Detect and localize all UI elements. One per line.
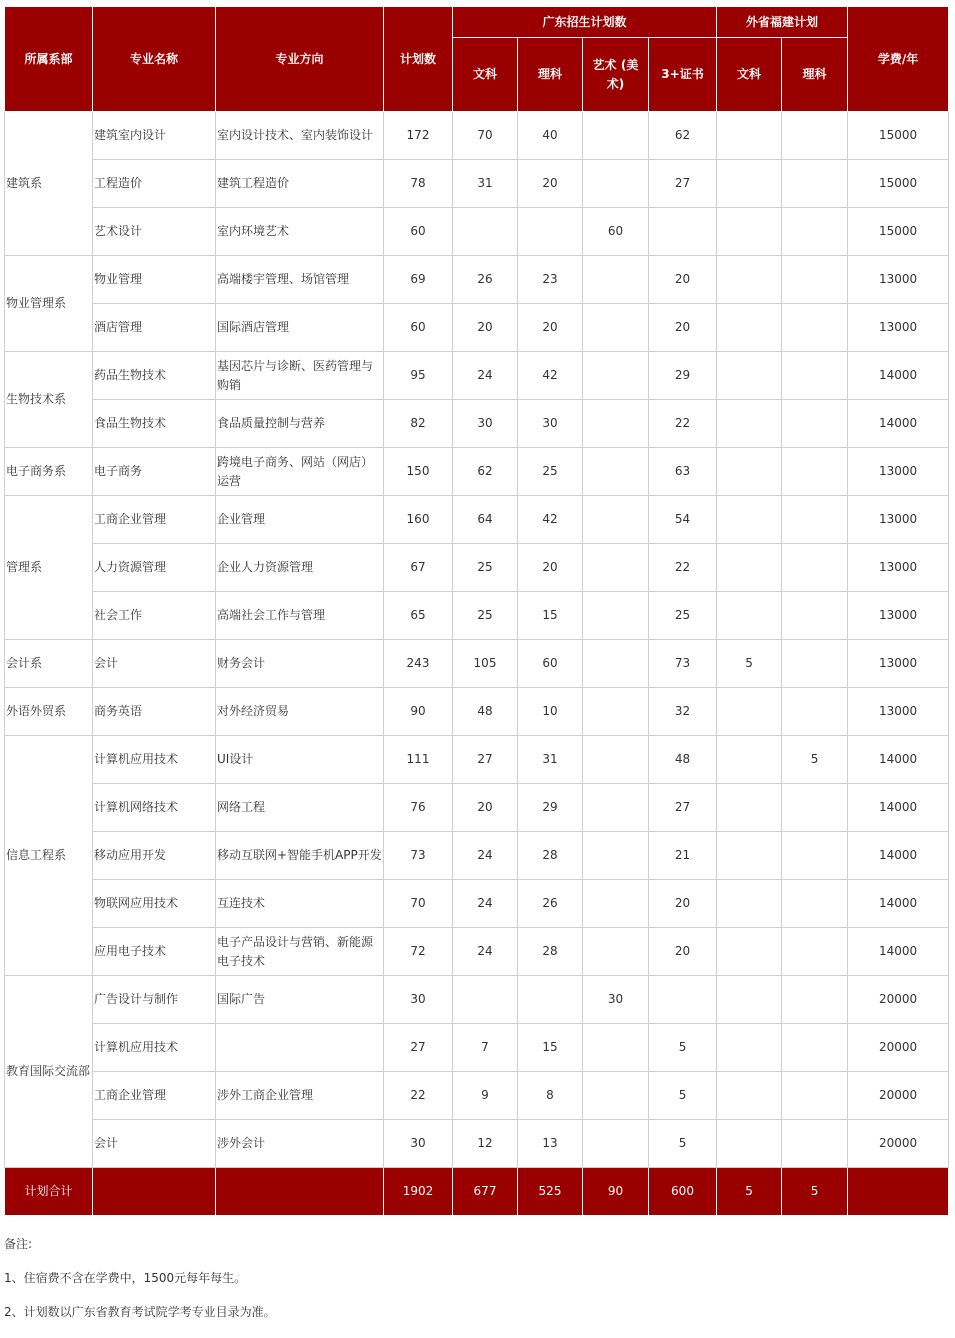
header-tuition: 学费/年 (848, 7, 949, 112)
cell-gd-wenke: 7 (453, 1024, 518, 1072)
cell-direction: 基因芯片与诊断、医药管理与购销 (216, 352, 384, 400)
cell-direction: 国际广告 (216, 976, 384, 1024)
cell-major: 会计 (93, 640, 216, 688)
cell-gd-wenke: 31 (453, 160, 518, 208)
cell-gd-like: 40 (518, 112, 583, 160)
cell-gd-cert: 73 (649, 640, 717, 688)
cell-gd-wenke: 9 (453, 1072, 518, 1120)
cell-fj-wenke (717, 736, 782, 784)
table-row (5, 496, 949, 544)
cell-dept: 建筑系 (5, 112, 93, 256)
cell-direction: 涉外会计 (216, 1120, 384, 1168)
cell-fj-like (782, 352, 848, 400)
cell-plan: 243 (384, 640, 453, 688)
cell-gd-like: 28 (518, 928, 583, 976)
cell-gd-wenke: 24 (453, 352, 518, 400)
cell-gd-cert: 54 (649, 496, 717, 544)
cell-direction: 移动互联网+智能手机APP开发 (216, 832, 384, 880)
cell-fj-like (782, 928, 848, 976)
cell-fj-wenke (717, 1120, 782, 1168)
cell-gd-art (583, 400, 649, 448)
header-gd-wenke: 文科 (453, 38, 518, 112)
cell-gd-art (583, 544, 649, 592)
cell-fj-wenke (717, 784, 782, 832)
total-plan: 1902 (384, 1168, 453, 1216)
cell-gd-wenke: 25 (453, 544, 518, 592)
cell-direction: 食品质量控制与营养 (216, 400, 384, 448)
cell-gd-like: 15 (518, 592, 583, 640)
table-row (5, 352, 949, 400)
cell-fj-like (782, 784, 848, 832)
cell-gd-art (583, 1072, 649, 1120)
header-gd-art: 艺术 (美术) (583, 38, 649, 112)
total-row (5, 1168, 949, 1216)
cell-gd-wenke: 64 (453, 496, 518, 544)
cell-plan: 90 (384, 688, 453, 736)
cell-fee: 14000 (848, 736, 949, 784)
cell-gd-art (583, 448, 649, 496)
cell-gd-wenke: 105 (453, 640, 518, 688)
cell-fj-like (782, 832, 848, 880)
cell-gd-art (583, 784, 649, 832)
cell-fee: 14000 (848, 832, 949, 880)
cell-fee: 13000 (848, 256, 949, 304)
cell-major: 物业管理 (93, 256, 216, 304)
cell-fee: 15000 (848, 160, 949, 208)
cell-gd-cert: 62 (649, 112, 717, 160)
cell-fj-wenke (717, 256, 782, 304)
cell-plan: 76 (384, 784, 453, 832)
table-row (5, 688, 949, 736)
cell-gd-like: 20 (518, 304, 583, 352)
cell-gd-like: 42 (518, 352, 583, 400)
cell-direction: 涉外工商企业管理 (216, 1072, 384, 1120)
cell-major: 移动应用开发 (93, 832, 216, 880)
cell-fee: 13000 (848, 592, 949, 640)
cell-direction: 互连技术 (216, 880, 384, 928)
cell-direction: 室内环境艺术 (216, 208, 384, 256)
cell-fee: 13000 (848, 688, 949, 736)
cell-direction: 室内设计技术、室内装饰设计 (216, 112, 384, 160)
cell-plan: 67 (384, 544, 453, 592)
cell-plan: 111 (384, 736, 453, 784)
cell-direction: 电子产品设计与营销、新能源电子技术 (216, 928, 384, 976)
header-fujian-plan: 外省福建计划 (717, 7, 848, 38)
cell-gd-cert: 63 (649, 448, 717, 496)
cell-gd-cert: 5 (649, 1024, 717, 1072)
cell-fee: 14000 (848, 352, 949, 400)
cell-gd-cert: 5 (649, 1072, 717, 1120)
table-row (5, 256, 949, 304)
cell-gd-cert: 20 (649, 928, 717, 976)
cell-fee: 20000 (848, 976, 949, 1024)
cell-gd-like: 29 (518, 784, 583, 832)
cell-major: 人力资源管理 (93, 544, 216, 592)
cell-fj-wenke (717, 1072, 782, 1120)
cell-gd-wenke: 24 (453, 928, 518, 976)
header-gd-like: 理科 (518, 38, 583, 112)
table-row (5, 976, 949, 1024)
table-body (5, 112, 949, 1168)
cell-gd-wenke: 27 (453, 736, 518, 784)
cell-gd-cert: 29 (649, 352, 717, 400)
cell-gd-cert: 27 (649, 784, 717, 832)
cell-dept: 生物技术系 (5, 352, 93, 448)
cell-gd-art (583, 304, 649, 352)
cell-gd-like: 28 (518, 832, 583, 880)
total-label: 计划合计 (5, 1168, 93, 1216)
cell-fj-wenke (717, 688, 782, 736)
cell-fj-like (782, 640, 848, 688)
cell-gd-cert (649, 976, 717, 1024)
total-fee (848, 1168, 949, 1216)
cell-fj-like (782, 1120, 848, 1168)
cell-gd-like (518, 208, 583, 256)
cell-major: 物联网应用技术 (93, 880, 216, 928)
cell-fee: 15000 (848, 208, 949, 256)
cell-gd-cert: 20 (649, 304, 717, 352)
cell-major: 计算机网络技术 (93, 784, 216, 832)
cell-fj-like (782, 112, 848, 160)
cell-fj-wenke (717, 112, 782, 160)
cell-gd-art (583, 928, 649, 976)
header-fj-wenke: 文科 (717, 38, 782, 112)
cell-gd-art (583, 1024, 649, 1072)
notes-title: 备注: (4, 1237, 33, 1251)
cell-major: 广告设计与制作 (93, 976, 216, 1024)
cell-gd-cert (649, 208, 717, 256)
table-row (5, 112, 949, 160)
cell-plan: 27 (384, 1024, 453, 1072)
cell-gd-art (583, 112, 649, 160)
cell-fj-like (782, 256, 848, 304)
cell-gd-like: 20 (518, 160, 583, 208)
table-row (5, 208, 949, 256)
cell-gd-wenke: 12 (453, 1120, 518, 1168)
cell-fj-wenke (717, 592, 782, 640)
cell-gd-wenke: 70 (453, 112, 518, 160)
cell-fee: 15000 (848, 112, 949, 160)
note-item: 1、住宿费不含在学费中，1500元每年每生。 (4, 1271, 247, 1285)
cell-gd-art (583, 1120, 649, 1168)
cell-fj-wenke (717, 208, 782, 256)
cell-plan: 78 (384, 160, 453, 208)
cell-fee: 20000 (848, 1024, 949, 1072)
cell-dept: 物业管理系 (5, 256, 93, 352)
cell-gd-like: 31 (518, 736, 583, 784)
cell-gd-like: 60 (518, 640, 583, 688)
cell-direction: UI设计 (216, 736, 384, 784)
cell-gd-art (583, 688, 649, 736)
cell-major: 计算机应用技术 (93, 1024, 216, 1072)
cell-fee: 14000 (848, 400, 949, 448)
cell-gd-wenke (453, 208, 518, 256)
cell-major: 商务英语 (93, 688, 216, 736)
cell-direction: 企业人力资源管理 (216, 544, 384, 592)
cell-fj-like (782, 976, 848, 1024)
cell-plan: 60 (384, 208, 453, 256)
cell-plan: 72 (384, 928, 453, 976)
cell-dept: 信息工程系 (5, 736, 93, 976)
header-guangdong-plan: 广东招生计划数 (453, 7, 717, 38)
cell-plan: 30 (384, 1120, 453, 1168)
cell-gd-cert: 21 (649, 832, 717, 880)
cell-major: 食品生物技术 (93, 400, 216, 448)
table-row (5, 640, 949, 688)
table-row (5, 1024, 949, 1072)
table-row (5, 304, 949, 352)
cell-plan: 82 (384, 400, 453, 448)
table-row (5, 928, 949, 976)
cell-gd-like: 8 (518, 1072, 583, 1120)
cell-gd-wenke: 24 (453, 832, 518, 880)
cell-fj-like (782, 880, 848, 928)
cell-fj-wenke (717, 928, 782, 976)
total-gd-like: 525 (518, 1168, 583, 1216)
cell-fee: 13000 (848, 304, 949, 352)
cell-direction: 企业管理 (216, 496, 384, 544)
cell-fj-wenke (717, 400, 782, 448)
cell-fee: 13000 (848, 496, 949, 544)
notes (4, 1236, 276, 1338)
cell-gd-art (583, 496, 649, 544)
cell-direction: 财务会计 (216, 640, 384, 688)
cell-gd-like: 15 (518, 1024, 583, 1072)
cell-fj-like (782, 208, 848, 256)
cell-fee: 13000 (848, 640, 949, 688)
table-row (5, 160, 949, 208)
header-direction: 专业方向 (216, 7, 384, 112)
enrollment-plan-table (4, 6, 949, 1216)
table-row (5, 400, 949, 448)
total-blank-cell (93, 1168, 216, 1216)
cell-major: 艺术设计 (93, 208, 216, 256)
table-row (5, 1120, 949, 1168)
table-row (5, 880, 949, 928)
cell-fj-wenke (717, 448, 782, 496)
cell-gd-art (583, 880, 649, 928)
cell-gd-cert: 22 (649, 544, 717, 592)
cell-major: 工商企业管理 (93, 1072, 216, 1120)
cell-gd-wenke: 26 (453, 256, 518, 304)
cell-fee: 14000 (848, 784, 949, 832)
cell-gd-like: 25 (518, 448, 583, 496)
cell-major: 应用电子技术 (93, 928, 216, 976)
cell-dept: 管理系 (5, 496, 93, 640)
cell-direction: 网络工程 (216, 784, 384, 832)
cell-fj-wenke (717, 880, 782, 928)
cell-fee: 14000 (848, 880, 949, 928)
cell-fj-wenke: 5 (717, 640, 782, 688)
cell-direction: 建筑工程造价 (216, 160, 384, 208)
cell-gd-cert: 20 (649, 256, 717, 304)
cell-dept: 教育国际交流部 (5, 976, 93, 1168)
cell-dept: 会计系 (5, 640, 93, 688)
cell-fj-like (782, 160, 848, 208)
cell-fee: 14000 (848, 928, 949, 976)
cell-plan: 160 (384, 496, 453, 544)
cell-direction: 跨境电子商务、网站（网店）运营 (216, 448, 384, 496)
cell-gd-cert: 32 (649, 688, 717, 736)
cell-gd-cert: 25 (649, 592, 717, 640)
table-row (5, 784, 949, 832)
cell-fj-wenke (717, 1024, 782, 1072)
header-fj-like: 理科 (782, 38, 848, 112)
cell-fj-like (782, 1024, 848, 1072)
cell-gd-wenke: 25 (453, 592, 518, 640)
cell-direction (216, 1024, 384, 1072)
header-gd-3-plus-cert: 3+证书 (649, 38, 717, 112)
cell-direction: 国际酒店管理 (216, 304, 384, 352)
note-item: 2、计划数以广东省教育考试院学考专业目录为准。 (4, 1305, 276, 1319)
cell-gd-like: 20 (518, 544, 583, 592)
cell-fee: 20000 (848, 1072, 949, 1120)
cell-gd-cert: 48 (649, 736, 717, 784)
cell-gd-art (583, 592, 649, 640)
cell-fee: 20000 (848, 1120, 949, 1168)
cell-fj-like (782, 496, 848, 544)
cell-fj-wenke (717, 544, 782, 592)
table-row (5, 736, 949, 784)
cell-major: 计算机应用技术 (93, 736, 216, 784)
table-row (5, 448, 949, 496)
cell-dept: 电子商务系 (5, 448, 93, 496)
cell-gd-wenke (453, 976, 518, 1024)
cell-plan: 95 (384, 352, 453, 400)
cell-major: 社会工作 (93, 592, 216, 640)
cell-plan: 65 (384, 592, 453, 640)
cell-gd-art (583, 736, 649, 784)
cell-gd-art (583, 832, 649, 880)
cell-fee: 13000 (848, 544, 949, 592)
cell-gd-cert: 22 (649, 400, 717, 448)
cell-major: 工程造价 (93, 160, 216, 208)
cell-gd-cert: 20 (649, 880, 717, 928)
cell-plan: 73 (384, 832, 453, 880)
total-fj-wenke: 5 (717, 1168, 782, 1216)
cell-gd-art (583, 160, 649, 208)
cell-gd-art (583, 640, 649, 688)
cell-gd-art (583, 256, 649, 304)
cell-fj-like (782, 400, 848, 448)
cell-fj-wenke (717, 976, 782, 1024)
cell-direction: 对外经济贸易 (216, 688, 384, 736)
cell-major: 药品生物技术 (93, 352, 216, 400)
cell-direction: 高端楼宇管理、场馆管理 (216, 256, 384, 304)
table-row (5, 592, 949, 640)
cell-plan: 30 (384, 976, 453, 1024)
header-dept: 所属系部 (5, 7, 93, 112)
total-gd-art: 90 (583, 1168, 649, 1216)
cell-fj-wenke (717, 160, 782, 208)
cell-gd-wenke: 20 (453, 784, 518, 832)
table-row (5, 832, 949, 880)
cell-fj-wenke (717, 352, 782, 400)
cell-fj-like (782, 688, 848, 736)
cell-fj-like (782, 592, 848, 640)
cell-major: 电子商务 (93, 448, 216, 496)
cell-gd-like: 42 (518, 496, 583, 544)
table-row (5, 1072, 949, 1120)
total-gd-wenke: 677 (453, 1168, 518, 1216)
cell-fj-like (782, 448, 848, 496)
total-gd-cert: 600 (649, 1168, 717, 1216)
cell-gd-like (518, 976, 583, 1024)
cell-fj-wenke (717, 304, 782, 352)
cell-gd-cert: 5 (649, 1120, 717, 1168)
cell-major: 建筑室内设计 (93, 112, 216, 160)
cell-fj-like (782, 304, 848, 352)
cell-gd-like: 10 (518, 688, 583, 736)
cell-gd-art: 30 (583, 976, 649, 1024)
header-major: 专业名称 (93, 7, 216, 112)
cell-dept: 外语外贸系 (5, 688, 93, 736)
cell-direction: 高端社会工作与管理 (216, 592, 384, 640)
cell-major: 工商企业管理 (93, 496, 216, 544)
cell-major: 会计 (93, 1120, 216, 1168)
header-plan-count: 计划数 (384, 7, 453, 112)
table-row (5, 544, 949, 592)
cell-gd-like: 26 (518, 880, 583, 928)
cell-plan: 150 (384, 448, 453, 496)
cell-gd-wenke: 48 (453, 688, 518, 736)
cell-plan: 172 (384, 112, 453, 160)
cell-gd-wenke: 24 (453, 880, 518, 928)
total-blank-cell (216, 1168, 384, 1216)
cell-gd-like: 23 (518, 256, 583, 304)
cell-gd-art (583, 352, 649, 400)
cell-gd-wenke: 30 (453, 400, 518, 448)
cell-fj-like: 5 (782, 736, 848, 784)
cell-gd-wenke: 62 (453, 448, 518, 496)
cell-major: 酒店管理 (93, 304, 216, 352)
cell-fj-like (782, 1072, 848, 1120)
total-fj-like: 5 (782, 1168, 848, 1216)
cell-fj-wenke (717, 496, 782, 544)
cell-fj-wenke (717, 832, 782, 880)
cell-plan: 70 (384, 880, 453, 928)
cell-gd-wenke: 20 (453, 304, 518, 352)
cell-plan: 22 (384, 1072, 453, 1120)
cell-plan: 60 (384, 304, 453, 352)
cell-gd-art: 60 (583, 208, 649, 256)
cell-gd-cert: 27 (649, 160, 717, 208)
cell-gd-like: 13 (518, 1120, 583, 1168)
cell-plan: 69 (384, 256, 453, 304)
cell-fj-like (782, 544, 848, 592)
cell-fee: 13000 (848, 448, 949, 496)
cell-gd-like: 30 (518, 400, 583, 448)
